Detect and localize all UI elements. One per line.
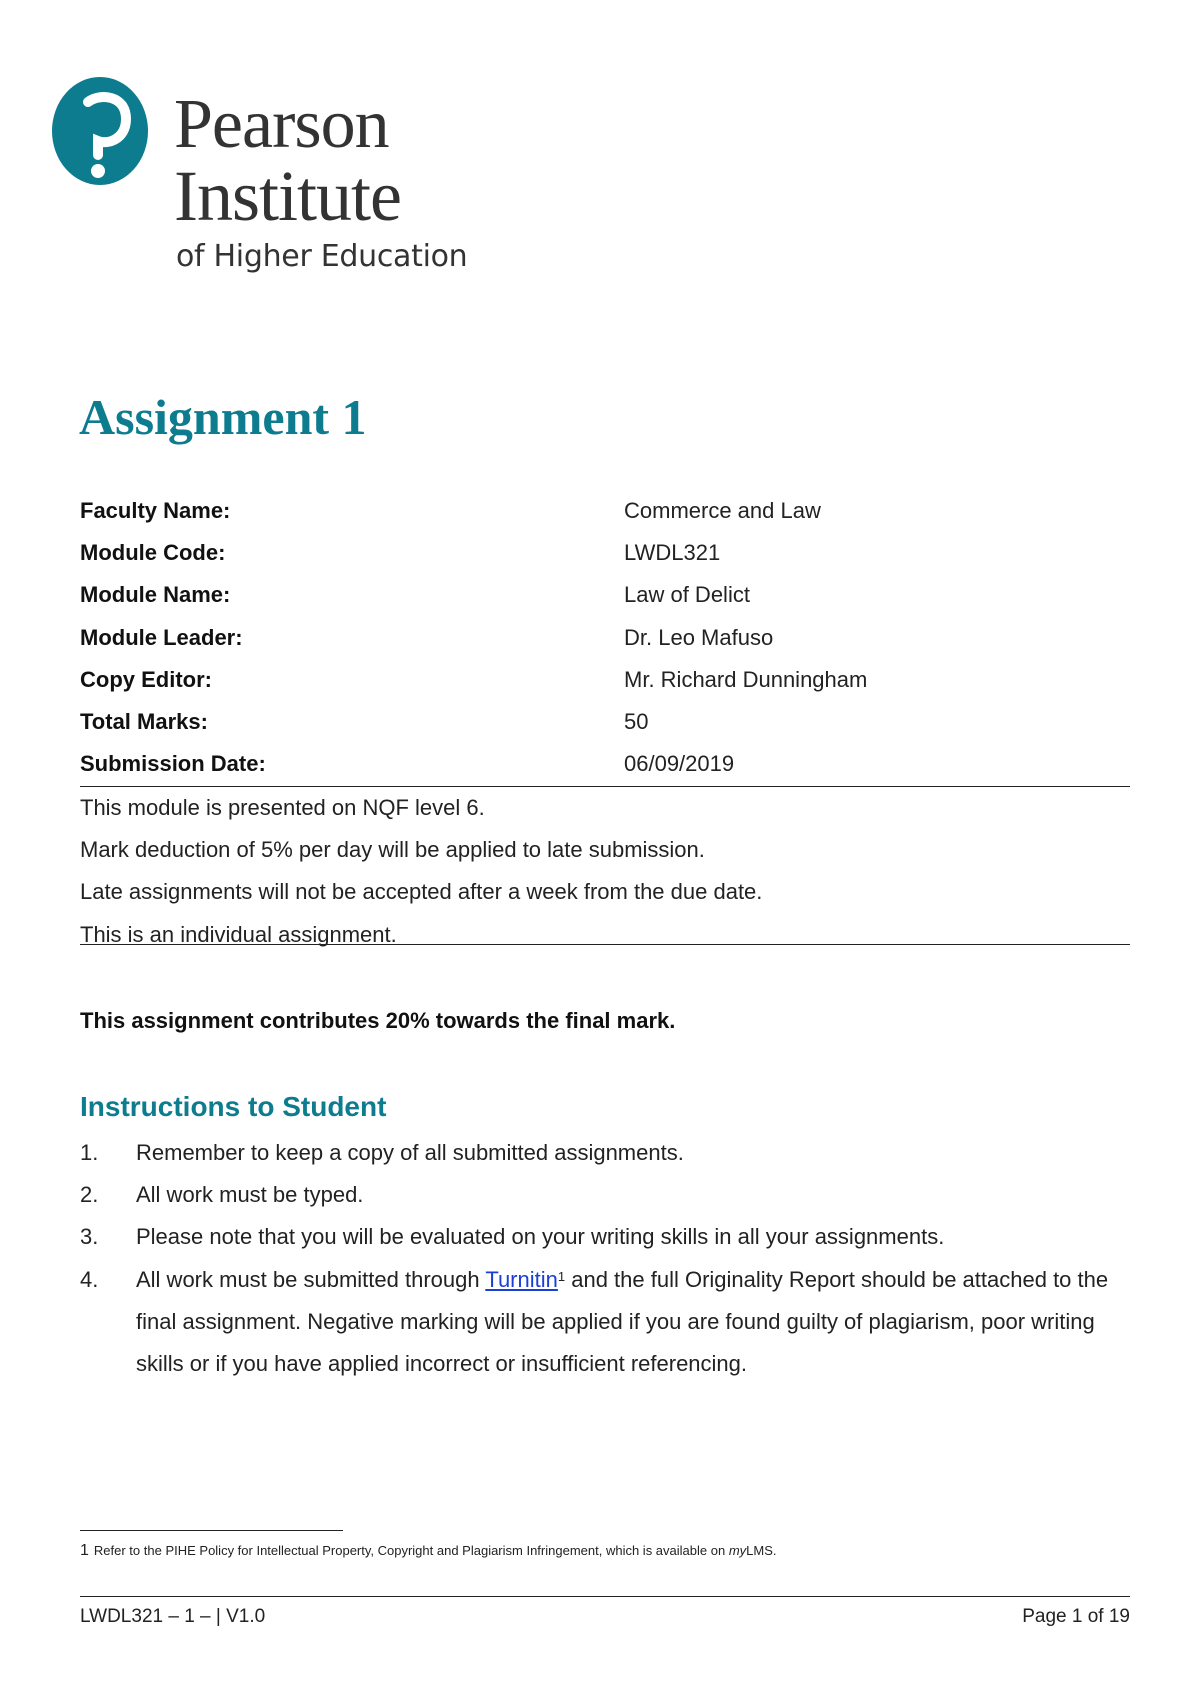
field-row-module-name xyxy=(80,574,1130,616)
field-label: Module Leader: xyxy=(80,624,243,650)
instruction-text: Please note that you will be evaluated on your writing skills in all your assignments. xyxy=(136,1224,945,1250)
field-label: Module Name: xyxy=(80,582,231,608)
field-value: Dr. Leo Mafuso xyxy=(624,624,774,650)
instruction-item xyxy=(80,1216,1130,1258)
instruction-number: 1. xyxy=(80,1140,99,1165)
instruction-text: and the full Originality Report should be attached to the final assignment. Negative marking will be applied if you are found guilty of plagiarism, poor writing skills or if you have applied incorrect or insufficient referencing. xyxy=(136,1266,1109,1377)
instruction-text: All work must be typed. xyxy=(136,1182,364,1208)
footnote-separator xyxy=(80,1530,343,1531)
footer-page-number: Page 1 of 19 xyxy=(1022,1606,1130,1627)
note-line: This is an individual assignment. xyxy=(80,921,397,947)
note-line: Late assignments will not be accepted after a week from the due date. xyxy=(80,879,763,905)
field-label: Copy Editor: xyxy=(80,666,212,692)
instruction-number: 2. xyxy=(80,1182,99,1208)
field-label: Submission Date: xyxy=(80,751,266,777)
field-value: Law of Delict xyxy=(624,582,750,608)
field-row-faculty xyxy=(80,490,1130,532)
field-value: LWDL321 xyxy=(624,540,721,566)
pearson-p-icon xyxy=(50,75,156,197)
field-value: Commerce and Law xyxy=(624,498,821,523)
instruction-number: 3. xyxy=(80,1224,99,1250)
footnote xyxy=(80,1538,777,1564)
footnote-tail: LMS. xyxy=(746,1543,777,1558)
footnote-emphasis: my xyxy=(728,1543,747,1558)
instruction-text: All work must be submitted through xyxy=(136,1266,486,1292)
logo-text-higher-education: of Higher Education xyxy=(176,239,468,274)
note-line: This module is presented on NQF level 6. xyxy=(80,795,485,820)
footnote-number: 1 xyxy=(80,1542,89,1559)
turnitin-link[interactable]: Turnitin xyxy=(485,1266,558,1292)
instruction-item xyxy=(80,1259,1130,1386)
field-label: Module Code: xyxy=(80,540,226,566)
field-value: Mr. Richard Dunningham xyxy=(624,666,868,692)
document-title: Assignment 1 xyxy=(79,389,367,445)
contribution-statement: This assignment contributes 20% towards the final mark. xyxy=(80,1008,676,1033)
pearson-logo xyxy=(50,72,470,282)
instructions-list xyxy=(80,1132,1130,1385)
field-row-module-leader xyxy=(80,617,1130,659)
field-row-module-code xyxy=(80,532,1130,574)
instruction-text: Remember to keep a copy of all submitted assignments. xyxy=(136,1140,684,1165)
field-value: 50 xyxy=(624,708,649,734)
field-row-submission-date xyxy=(80,743,1130,785)
instruction-item xyxy=(80,1132,1130,1174)
instruction-number: 4. xyxy=(80,1266,99,1292)
instructions-heading: Instructions to Student xyxy=(80,1091,387,1122)
footer-document-code: LWDL321 – 1 – | V1.0 xyxy=(80,1606,266,1627)
footnote-text: Refer to the PIHE Policy for Intellectual Property, Copyright and Plagiarism Infringement, which is available on xyxy=(93,1543,729,1558)
footer-divider xyxy=(80,1596,1130,1597)
logo-text-pearson: Pearson xyxy=(174,86,389,163)
assignment-notes xyxy=(80,787,1130,956)
field-row-copy-editor xyxy=(80,659,1130,701)
field-value: 06/09/2019 xyxy=(624,751,735,777)
field-label: Faculty Name: xyxy=(80,498,231,523)
field-label: Total Marks: xyxy=(80,708,208,734)
field-row-total-marks xyxy=(80,701,1130,743)
divider-bottom xyxy=(80,944,1130,945)
note-line: Mark deduction of 5% per day will be applied to late submission. xyxy=(80,837,705,863)
logo-text-institute: Institute xyxy=(174,156,401,236)
footnote-reference[interactable]: 1 xyxy=(557,1268,566,1284)
assignment-details xyxy=(80,490,1130,785)
instruction-item xyxy=(80,1174,1130,1216)
